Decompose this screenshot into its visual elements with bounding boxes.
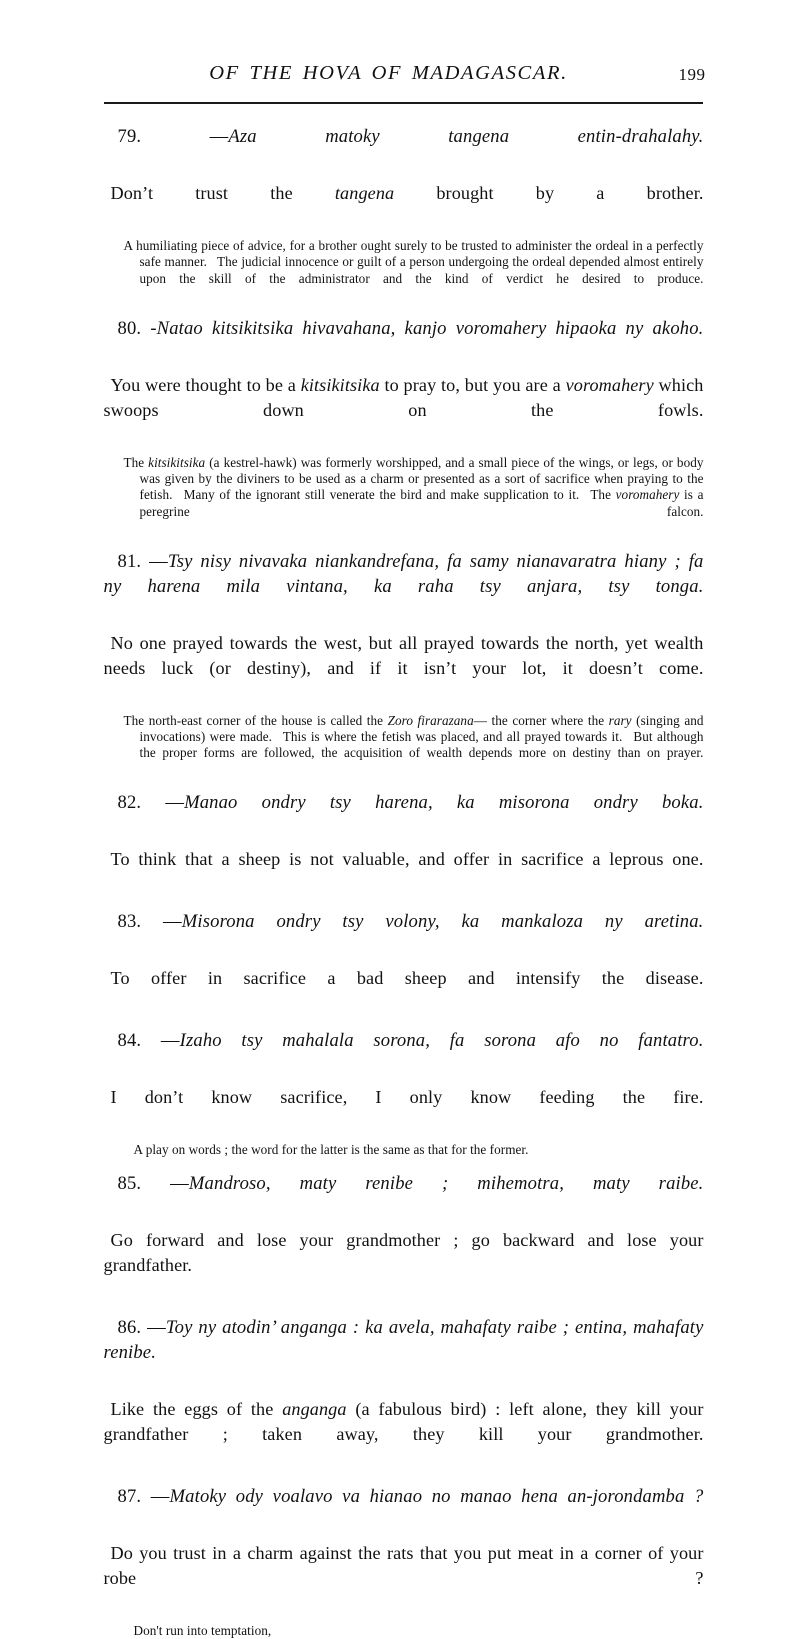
proverb-translation: Like the eggs of the anganga (a fabulous bird) : left alone, they kill your grandfather ; taken away, they kill your grandmother. [104, 1397, 704, 1472]
folio-number: 199 [679, 65, 797, 85]
proverb-text: Matoky ody voalavo va hianao no manao hena an-jorondamba ? [170, 1486, 704, 1507]
proverb-number: 80. [118, 318, 142, 339]
proverb-translation: To think that a sheep is not valuable, and offer in sacrifice a leprous one. [104, 847, 704, 897]
proverb-text: Misorona ondry tsy volony, ka mankaloza ny aretina. [182, 911, 704, 932]
proverb-translation: Go forward and lose your grandmother ; go backward and lose your grandfather. [104, 1228, 704, 1303]
proverb-text: Mandroso, maty renibe ; mihemotra, maty raibe. [189, 1173, 704, 1194]
running-head [104, 62, 704, 92]
proverb-number: 82. [118, 792, 142, 813]
proverb-original [104, 1315, 704, 1390]
proverb-translation: To offer in sacrifice a bad sheep and intensify the disease. [104, 966, 704, 1016]
proverb-entry [104, 549, 704, 779]
proverb-entry [104, 316, 704, 537]
proverb-dash: - [150, 318, 156, 339]
proverb-number: 81. [118, 551, 142, 572]
proverb-original [104, 316, 704, 366]
proverb-dash: — [147, 1317, 166, 1338]
proverb-note: Don't run into temptation, [104, 1623, 704, 1639]
proverb-dash: — [161, 1030, 180, 1051]
proverb-note: A play on words ; the word for the latter is the same as that for the former. [104, 1142, 704, 1158]
proverb-note: The kitsikitsika (a kestrel-hawk) was formerly worshipped, and a small piece of the wings, or legs, or body was given by the diviners to be used as a charm or presented as a sort of sacrifice when praying to the fetish. Many of the ignorant still venerate the bird and make supplication to it. The voromahery is a peregrine falcon. [104, 455, 704, 537]
proverb-dash: — [210, 126, 229, 147]
proverb-original [104, 549, 704, 624]
proverb-dash: — [151, 1486, 170, 1507]
proverb-note: The north-east corner of the house is called the Zoro firarazana— the corner where the rary (singing and invocations) were made. This is where the fetish was placed, and all prayed towards it. But although the proper forms are followed, the acquisition of wealth depends more on destiny than on prayer. [104, 713, 704, 779]
proverb-text: Aza matoky tangena entin-drahalahy. [228, 126, 703, 147]
proverb-entry [104, 1484, 704, 1639]
proverb-number: 87. [118, 1486, 142, 1507]
proverb-translation: Do you trust in a charm against the rats that you put meat in a corner of your robe ? [104, 1541, 704, 1616]
proverb-dash: — [165, 792, 184, 813]
proverb-original [104, 1028, 704, 1078]
proverb-number: 86. [118, 1317, 142, 1338]
text-block [104, 112, 704, 1639]
proverb-original [104, 124, 704, 174]
proverb-entry [104, 1315, 704, 1472]
proverb-text: Tsy nisy nivavaka niankandrefana, fa samy nianavaratra hiany ; fa ny harena mila vintana, ka raha tsy anjara, tsy tonga. [104, 551, 704, 597]
proverb-translation: Don’t trust the tangena brought by a brother. [104, 181, 704, 231]
proverb-entry [104, 790, 704, 897]
proverb-number: 84. [118, 1030, 142, 1051]
proverb-dash: — [149, 551, 168, 572]
proverb-translation: You were thought to be a kitsikitsika to pray to, but you are a voromahery which swoops down on the fowls. [104, 373, 704, 448]
proverb-number: 79. [118, 126, 142, 147]
proverb-number: 83. [118, 911, 142, 932]
proverb-original [104, 1171, 704, 1221]
proverb-entry [104, 124, 704, 304]
proverb-original [104, 909, 704, 959]
proverb-translation: No one prayed towards the west, but all prayed towards the north, yet wealth needs luck (or destiny), and if it isn’t your lot, it doesn’t come. [104, 631, 704, 706]
proverb-entry [104, 1171, 704, 1303]
header-rule [104, 102, 703, 104]
page-title: OF THE HOVA OF MADAGASCAR. [104, 62, 674, 85]
proverb-text: Natao kitsikitsika hivavahana, kanjo voromahery hipaoka ny akoho. [157, 318, 704, 339]
proverb-number: 85. [118, 1173, 142, 1194]
proverb-entry [104, 909, 704, 1016]
proverb-dash: — [163, 911, 182, 932]
proverb-note: A humiliating piece of advice, for a brother ought surely to be trusted to administer the ordeal in a perfectly safe manner. The judicial innocence or guilt of a person undergoing the ordeal depended almost entirely upon the skill of the administrator and the kind of verdict he desired to produce. [104, 238, 704, 304]
proverb-text: Izaho tsy mahalala sorona, fa sorona afo no fantatro. [180, 1030, 704, 1051]
proverb-dash: — [170, 1173, 189, 1194]
proverb-text: Manao ondry tsy harena, ka misorona ondry boka. [184, 792, 703, 813]
proverb-translation: I don’t know sacrifice, I only know feeding the fire. [104, 1085, 704, 1135]
scanned-page [6, 0, 792, 1170]
proverb-original [104, 1484, 704, 1534]
proverb-entry [104, 1028, 704, 1158]
proverb-text: Toy ny atodin’ anganga : ka avela, mahafaty raibe ; entina, mahafaty renibe. [104, 1317, 704, 1363]
proverb-original [104, 790, 704, 840]
